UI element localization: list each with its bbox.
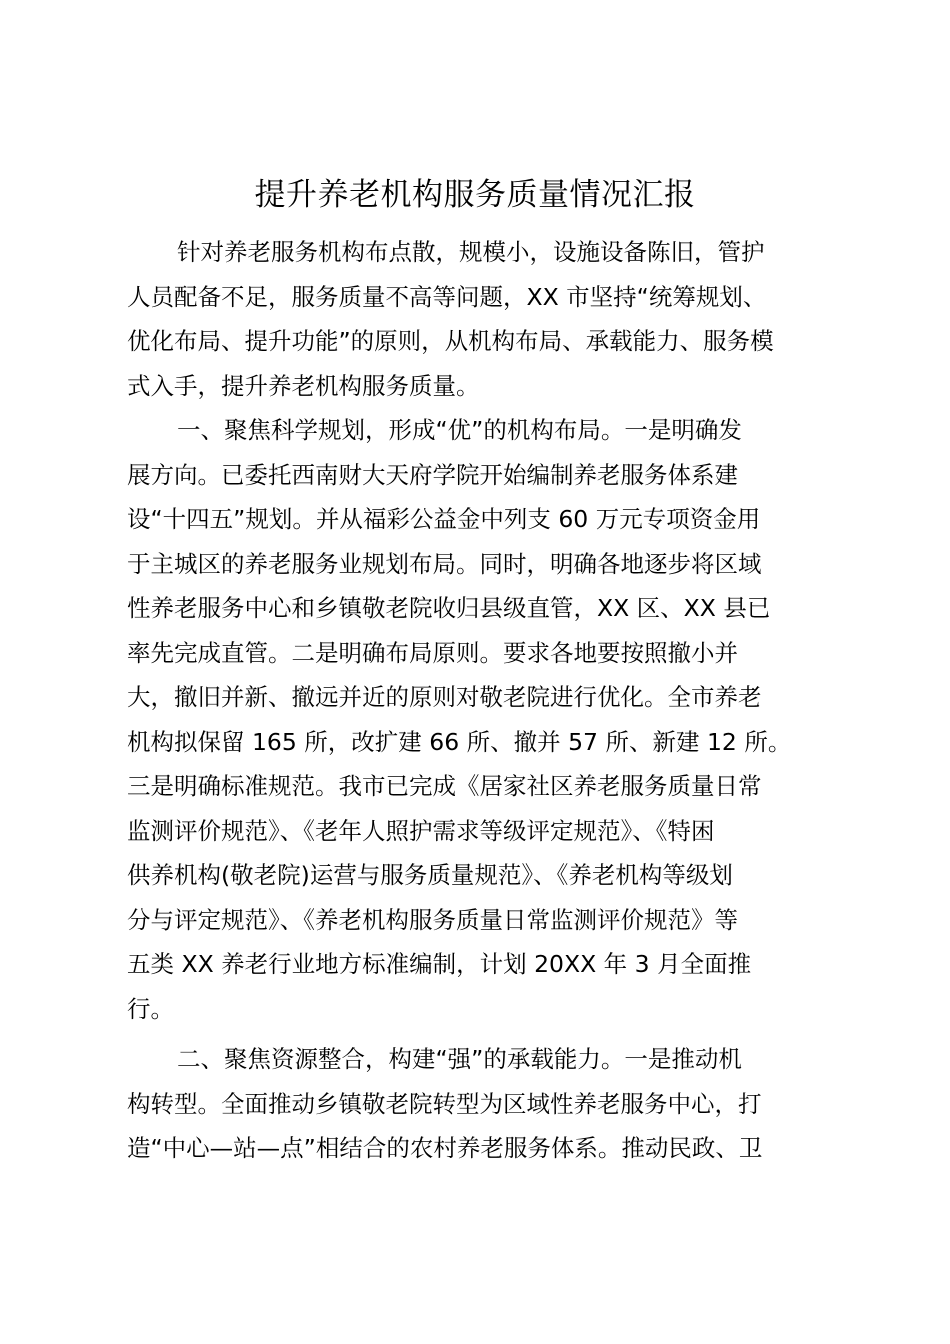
text-line: 设“十四五”规划。并从福彩公益金中列支 60 万元专项资金用 (127, 505, 761, 533)
text-line: 一、聚焦科学规划，形成“优”的机构布局。一是明确发 (177, 416, 742, 444)
text-line: 于主城区的养老服务业规划布局。同时，明确各地逐步将区域 (127, 549, 762, 578)
text-line: 针对养老服务机构布点散，规模小，设施设备陈旧，管护 (177, 238, 765, 266)
text-line: 造“中心—站—点”相结合的农村养老服务体系。推动民政、卫 (127, 1134, 763, 1162)
text-line: 优化布局、提升功能”的原则，从机构布局、承载能力、服务模 (127, 327, 774, 355)
text-line: 二、聚焦资源整合，构建“强”的承载能力。一是推动机 (177, 1045, 742, 1073)
paragraph-section-2 (127, 1037, 837, 1171)
paragraph-section-1 (127, 408, 837, 1031)
paragraph-intro (127, 230, 837, 408)
text-line: 性养老服务中心和乡镇敬老院收归县级直管，XX 区、XX 县已 (127, 594, 771, 622)
text-line: 机构拟保留 165 所，改扩建 66 所、撤并 57 所、新建 12 所。 (127, 727, 792, 756)
text-line: 行。 (127, 994, 174, 1023)
text-line: 供养机构(敬老院)运营与服务质量规范》、《养老机构等级划 (127, 861, 733, 889)
text-line: 三是明确标准规范。我市已完成《居家社区养老服务质量日常 (127, 772, 762, 800)
text-line: 率先完成直管。二是明确布局原则。要求各地要按照撤小并 (127, 638, 738, 667)
document-title: 提升养老机构服务质量情况汇报 (254, 177, 696, 213)
text-line: 大，撤旧并新、撤远并近的原则对敬老院进行优化。全市养老 (127, 683, 762, 711)
text-line: 构转型。全面推动乡镇敬老院转型为区域性养老服务中心，打 (127, 1089, 762, 1118)
text-line: 监测评价规范》、《老年人照护需求等级评定规范》、《特困 (127, 816, 715, 845)
text-line: 分与评定规范》、《养老机构服务质量日常监测评价规范》等 (127, 905, 738, 934)
text-line: 人员配备不足，服务质量不高等问题，XX 市坚持“统筹规划、 (127, 282, 767, 311)
text-line: 五类 XX 养老行业地方标准编制，计划 20XX 年 3 月全面推 (127, 950, 752, 978)
document-body (127, 230, 837, 1171)
text-line: 展方向。已委托西南财大天府学院开始编制养老服务体系建 (127, 460, 738, 489)
text-line: 式入手，提升养老机构服务质量。 (127, 371, 480, 400)
